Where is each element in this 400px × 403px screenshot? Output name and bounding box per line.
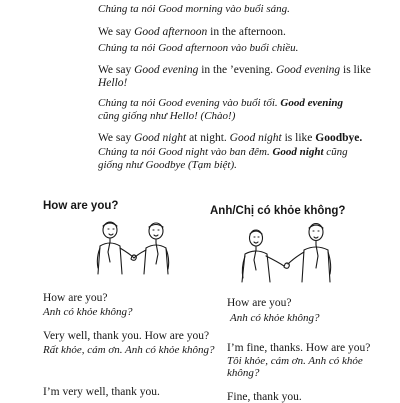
handshake-icon bbox=[82, 218, 186, 278]
good-evening-en-line2: Hello! bbox=[98, 77, 128, 89]
left-q-vi: Anh có khỏe không? bbox=[43, 306, 133, 318]
left-a-vi: Rất khỏe, cám ơn. Anh có khỏe không? bbox=[43, 344, 215, 356]
good-night-en: We say Good night at night. Good night is like Goodbye. bbox=[98, 132, 363, 144]
good-afternoon-en: We say Good afternoon in the afternoon. bbox=[98, 26, 286, 38]
right-last-en: Fine, thank you. bbox=[227, 391, 302, 403]
good-night-vi-line1: Chúng ta nói Good night vào ban đêm. Good night cũng bbox=[98, 146, 348, 158]
good-night-vi-line2: giống như Goodbye (Tạm biệt). bbox=[98, 159, 237, 171]
right-a-en: I’m fine, thanks. How are you? bbox=[227, 342, 371, 354]
left-q-en: How are you? bbox=[43, 292, 108, 304]
left-a-en: Very well, thank you. How are you? bbox=[43, 330, 210, 342]
right-q-vi: Anh có khỏe không? bbox=[230, 312, 320, 324]
handshake-icon bbox=[232, 222, 340, 284]
right-a-vi-line1: Tôi khỏe, cám ơn. Anh có khỏe bbox=[227, 355, 363, 367]
good-evening-vi-line2: cũng giống như Hello! (Chào!) bbox=[98, 110, 236, 122]
good-evening-vi-line1: Chúng ta nói Good evening vào buổi tối. Good evening bbox=[98, 97, 344, 109]
heading-anh-chi-co-khoe-khong: Anh/Chị có khỏe không? bbox=[210, 205, 346, 217]
handshake-illustration-right bbox=[232, 222, 340, 284]
heading-how-are-you: How are you? bbox=[43, 200, 119, 212]
good-afternoon-vi: Chúng ta nói Good afternoon vào buổi chiều. bbox=[98, 42, 299, 54]
right-q-en: How are you? bbox=[227, 297, 292, 309]
handshake-illustration-left bbox=[82, 218, 186, 278]
left-last-en: I’m very well, thank you. bbox=[43, 386, 160, 398]
right-a-vi-line2: không? bbox=[227, 367, 260, 379]
good-morning-vi: Chúng ta nói Good morning vào buổi sáng. bbox=[98, 3, 290, 15]
good-evening-en-line1: We say Good evening in the ’evening. Good evening is like bbox=[98, 64, 371, 76]
